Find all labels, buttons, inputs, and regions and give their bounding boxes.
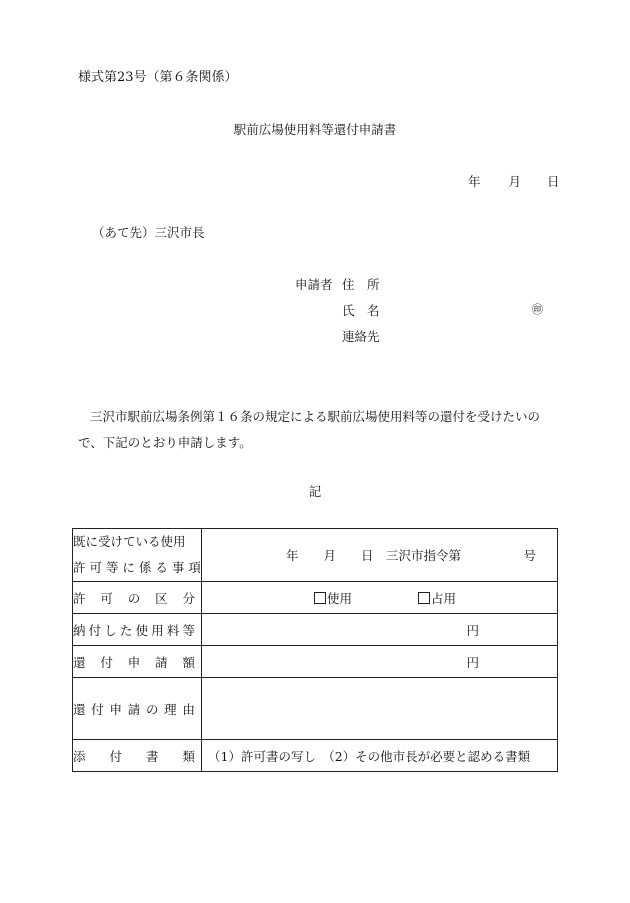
date-month: 月: [508, 174, 522, 189]
seal-mark: ㊞: [532, 303, 543, 316]
permit-reference-field[interactable]: 年 月 日 三沢市指令第 号: [202, 529, 558, 582]
row-label: [73, 582, 202, 614]
table-row: [73, 678, 558, 740]
table-row: [73, 582, 558, 614]
label-chars: 許 可 の 区 分: [73, 590, 195, 606]
address-label: 住 所: [342, 277, 380, 292]
form-number: 様式第23号（第６条関係）: [78, 70, 238, 85]
row-label: [73, 646, 202, 678]
label-chars: 還 付 申 請 額: [73, 654, 195, 670]
row-label: [73, 614, 202, 646]
row-label: [73, 678, 202, 740]
applicant-role: 申請者: [295, 277, 333, 292]
date-year: 年: [468, 174, 481, 189]
label-chars: 還 付 申 請 の 理 由: [73, 701, 195, 717]
occupy-checkbox[interactable]: [418, 592, 430, 604]
table-row: [73, 646, 558, 678]
label-chars: 納 付 し た 使 用 料 等: [73, 622, 195, 638]
refund-amount-field[interactable]: [202, 646, 558, 678]
contact-label: 連絡先: [342, 329, 380, 344]
paid-fee-field[interactable]: [202, 614, 558, 646]
body-text: 三沢市駅前広場条例第１６条の規定による駅前広場使用料等の還付を受けたいので、下記のとおり申請します。: [78, 409, 541, 450]
yen-unit: 円: [466, 654, 479, 670]
row-label: [73, 740, 202, 772]
label-line1: 既に受けている使用: [73, 534, 186, 549]
use-option[interactable]: 使用: [314, 591, 352, 606]
document-title: 駅前広場使用料等還付申請書: [233, 122, 397, 137]
table-row: [73, 740, 558, 772]
attachments-value: （1）許可書の写し （2）その他市長が必要と認める書類: [202, 740, 558, 772]
yen-unit: 円: [466, 622, 479, 638]
table-row: [73, 529, 558, 582]
date-line: [468, 172, 560, 190]
label-chars: 添 付 書 類: [73, 748, 195, 764]
addressee: （あて先）三沢市長: [92, 225, 205, 240]
ki-heading: 記: [308, 484, 322, 499]
occupy-option[interactable]: 占用: [418, 591, 456, 606]
date-day: 日: [547, 174, 560, 189]
detail-table: [72, 528, 558, 772]
name-label: 氏 名: [342, 303, 380, 318]
permit-type-options: [202, 582, 558, 614]
use-checkbox[interactable]: [314, 592, 326, 604]
row-label: [73, 529, 202, 582]
table-row: [73, 614, 558, 646]
label-line2: 許 可 等 に 係 る 事 項: [73, 560, 201, 575]
refund-reason-field[interactable]: [202, 678, 558, 740]
